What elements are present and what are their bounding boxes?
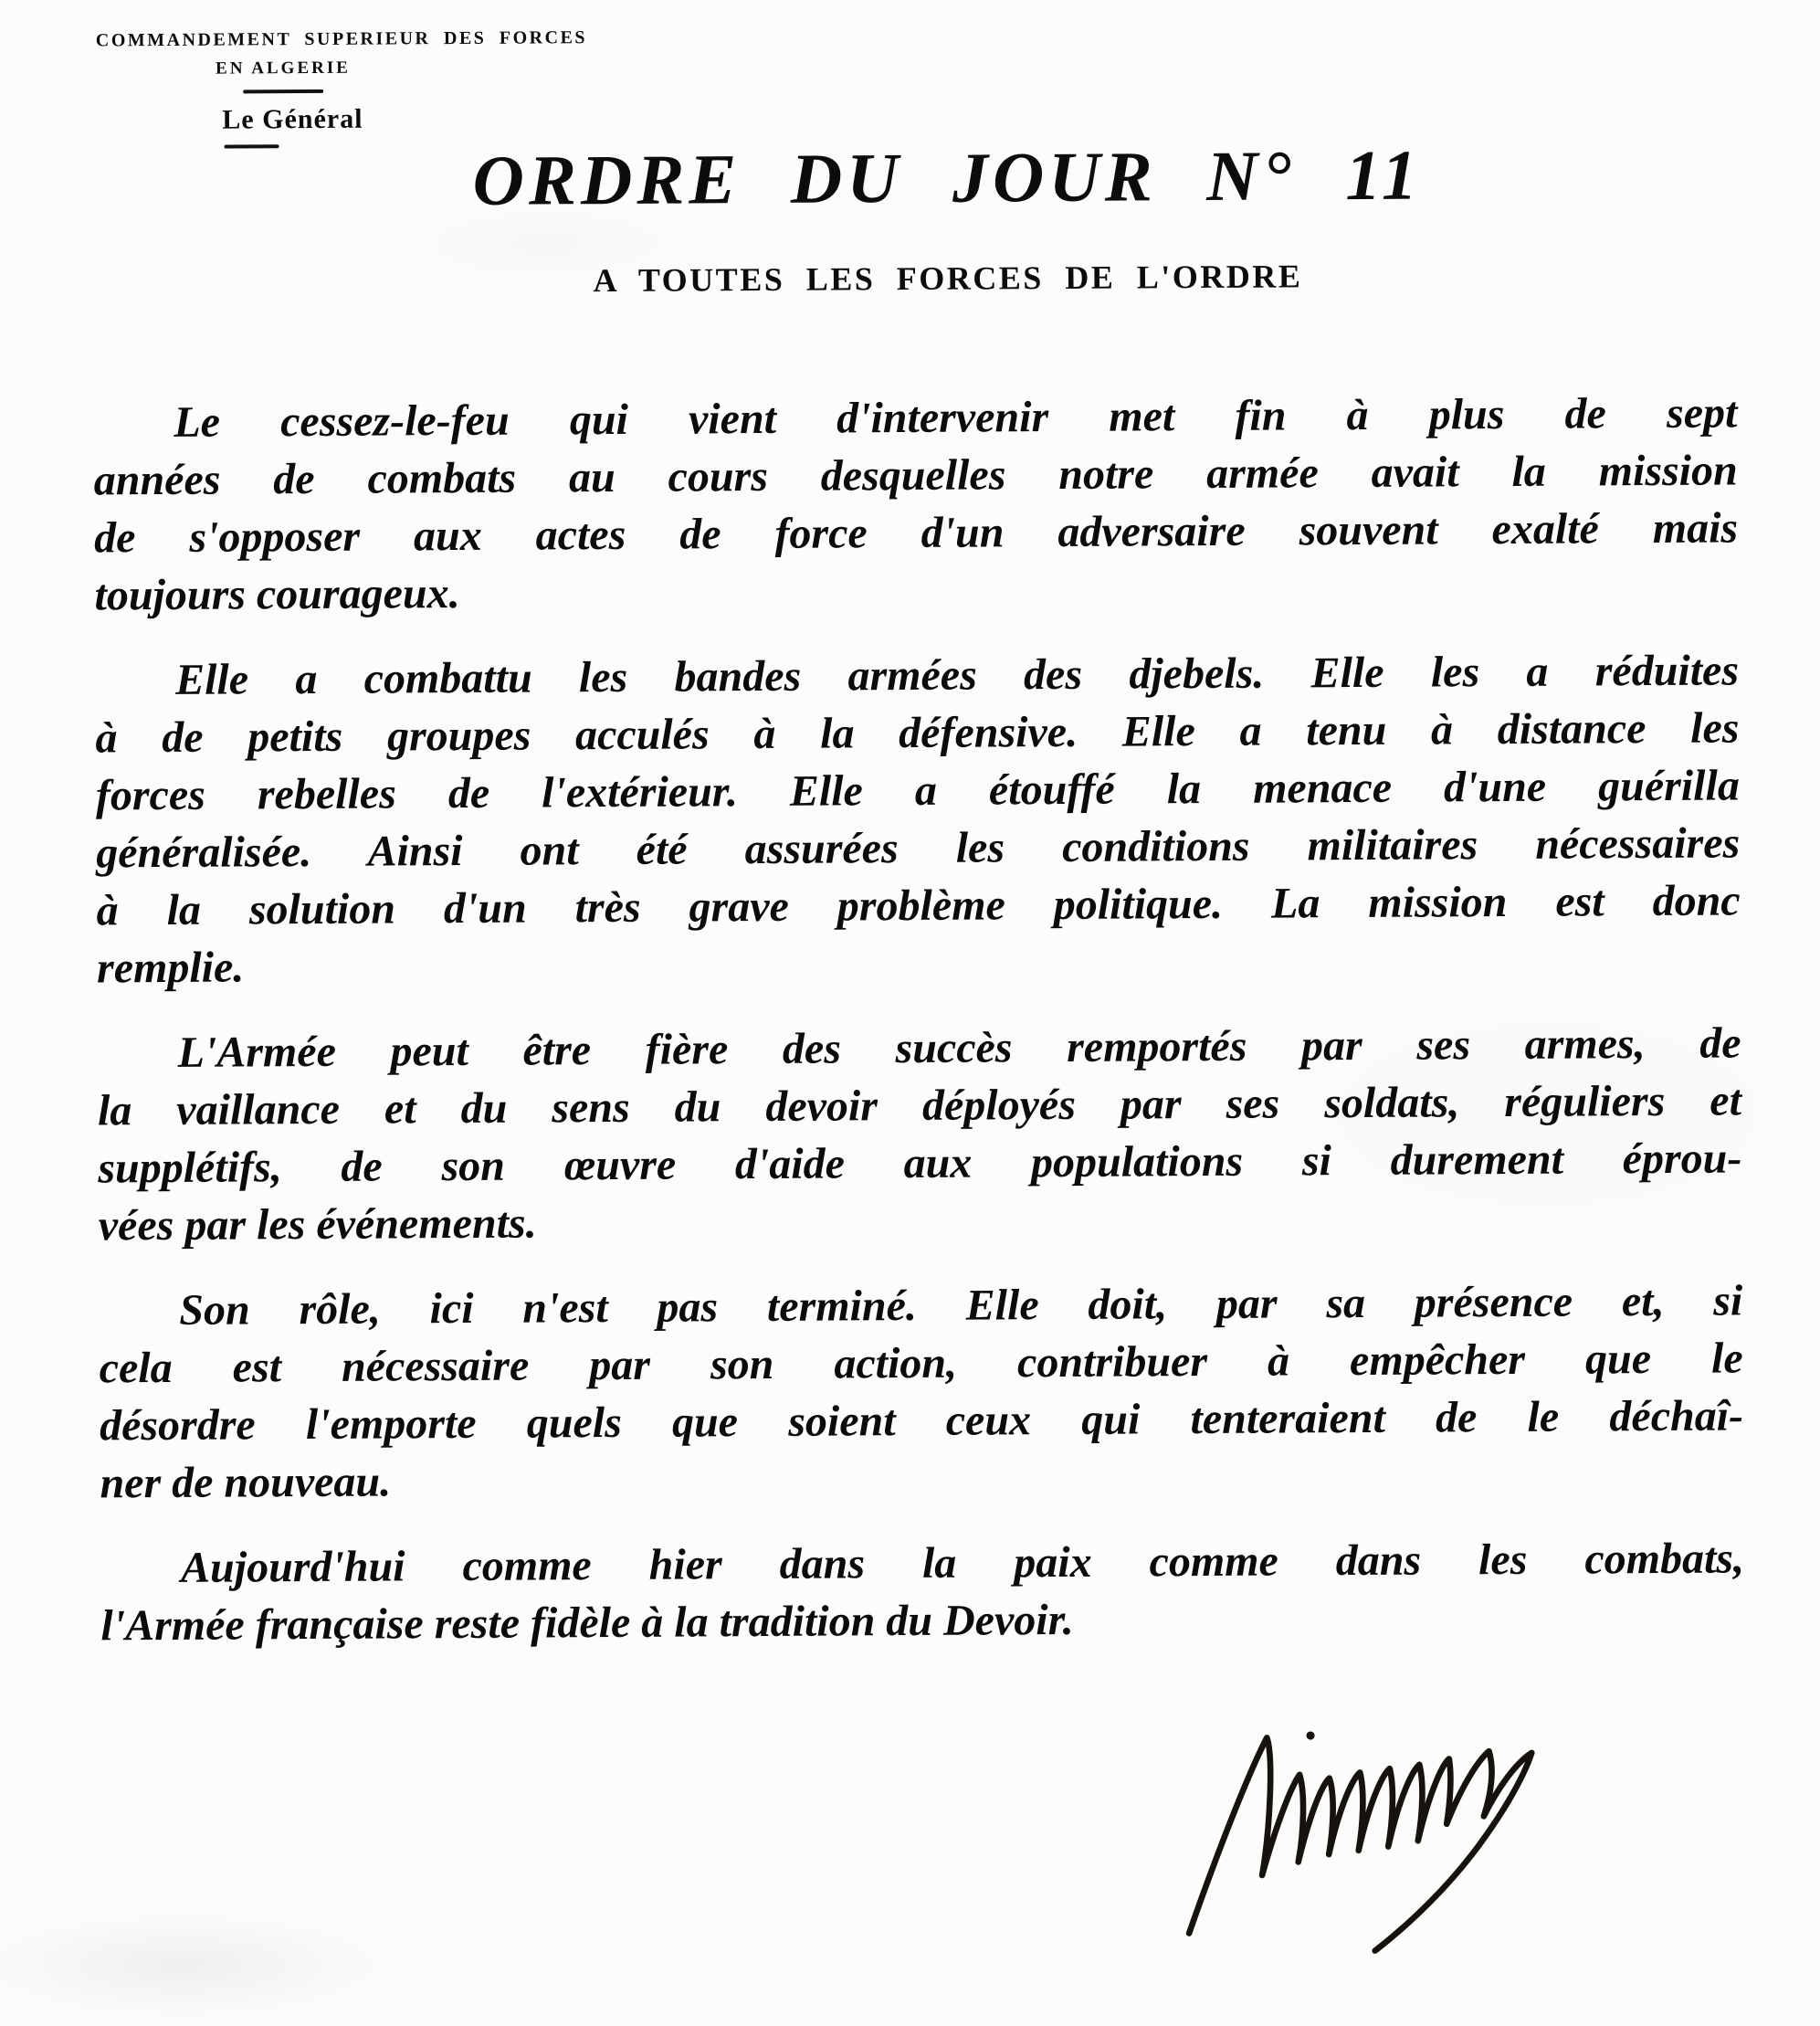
letterhead-command-line: COMMANDEMENT SUPERIEUR DES FORCES <box>95 27 588 51</box>
text-line: de s'opposer aux actes de force d'un adversaire souvent exalté mais <box>93 503 1739 563</box>
text-line: supplétifs, de son œuvre d'aide aux populations si durement éprou- <box>98 1134 1742 1193</box>
document-body <box>93 384 1745 1682</box>
text-line: L'Armée peut être fière des succès remportés par ses armes, de <box>177 1018 1741 1077</box>
letterhead-region-line: EN ALGERIE <box>216 58 351 79</box>
text-line: forces rebelles de l'extérieur. Elle a étouffé la menace d'une guérilla <box>95 761 1741 820</box>
text-line: cela est nécessaire par son action, contribuer à empêcher que le <box>99 1334 1743 1393</box>
paragraph <box>97 1014 1742 1254</box>
text-line: vées par les événements. <box>98 1198 537 1250</box>
text-line: années de combats au cours desquelles notre armée avait la mission <box>93 446 1738 505</box>
paragraph <box>95 641 1741 997</box>
letterhead-divider <box>243 90 323 94</box>
text-line: désordre l'emporte quels que soient ceux qui tenteraient de le déchaî- <box>99 1391 1744 1451</box>
text-line: à de petits groupes acculés à la défensive. Elle a tenu à distance les <box>95 703 1740 763</box>
letterhead-issuer: Le Général <box>222 103 363 135</box>
text-line: la vaillance et du sens du devoir déployés par ses soldats, réguliers et <box>97 1076 1742 1135</box>
text-line: toujours courageux. <box>94 569 460 620</box>
text-line: Son rôle, ici n'est pas terminé. Elle doit, par sa présence et, si <box>179 1276 1743 1335</box>
letterhead <box>95 27 588 150</box>
text-line: l'Armée française reste fidèle à la tradition du Devoir. <box>100 1595 1074 1651</box>
text-line: remplie. <box>96 943 245 993</box>
page-subtitle: A TOUTES LES FORCES DE L'ORDRE <box>593 258 1303 300</box>
text-line: à la solution d'un très grave problème politique. La mission est donc <box>96 876 1741 935</box>
paragraph <box>93 384 1739 624</box>
page-title: ORDRE DU JOUR N° 11 <box>472 134 1423 220</box>
text-line: ner de nouveau. <box>100 1457 392 1508</box>
paragraph <box>99 1272 1744 1512</box>
text-line: Elle a combattu les bandes armées des djebels. Elle les a réduites <box>174 646 1740 704</box>
paragraph <box>100 1529 1745 1654</box>
text-line: Aujourd'hui comme hier dans la paix comme dans les combats, <box>180 1534 1745 1592</box>
title-block <box>37 132 1820 303</box>
text-line: Le cessez-le-feu qui vient d'intervenir met fin à plus de sept <box>174 388 1738 447</box>
text-line: généralisée. Ainsi ont été assurées les conditions militaires nécessaires <box>96 818 1741 878</box>
signature-dot <box>1306 1731 1314 1739</box>
signature-handwriting-icon <box>1170 1697 1573 1969</box>
